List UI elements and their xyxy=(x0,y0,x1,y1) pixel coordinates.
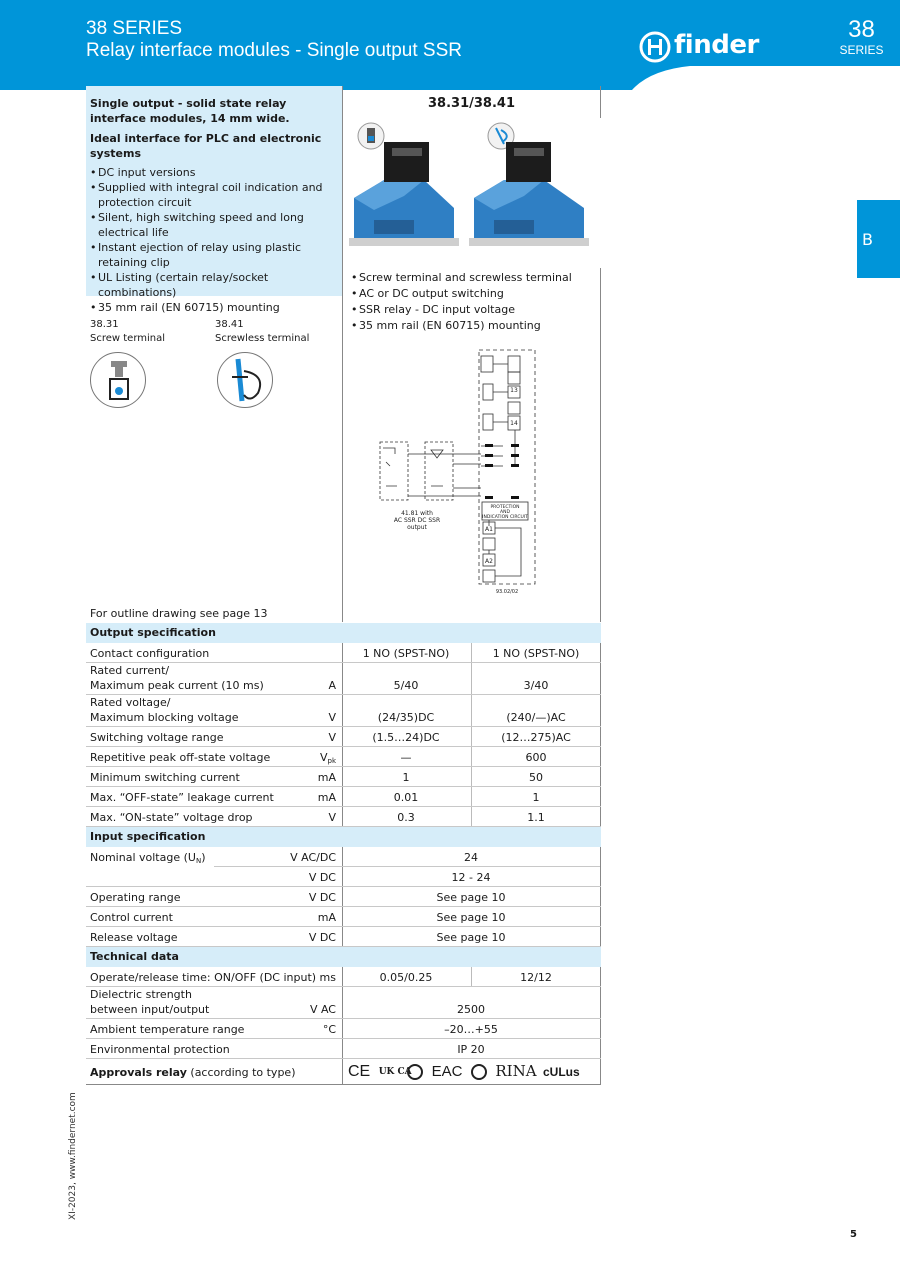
row-unit: V DC xyxy=(308,931,336,944)
row-label: Approvals relay (according to type) xyxy=(90,1066,296,1079)
ce-mark-icon: CE xyxy=(348,1063,371,1080)
row-label: Rated current/ xyxy=(90,664,170,677)
screwless-terminal-icon xyxy=(217,352,273,408)
row-unit: mA xyxy=(317,771,336,784)
screw-terminal-icon xyxy=(90,352,146,408)
cell-value: (12…275)AC xyxy=(501,731,571,744)
cell-value: 1 xyxy=(402,771,410,784)
diagram-ref: 93.02/02 xyxy=(495,589,519,595)
terminal-a2-label: A2 xyxy=(485,558,493,565)
section-tab-b xyxy=(857,200,900,278)
culus-mark-icon: cULus xyxy=(542,1065,580,1079)
cell-value: (240/—)AC xyxy=(506,711,566,724)
intro-box xyxy=(86,86,342,314)
row-unit: ms xyxy=(319,971,336,984)
row-unit: mA xyxy=(317,911,336,924)
table-row xyxy=(86,643,601,663)
cell-value: 3/40 xyxy=(523,679,549,692)
row-label: Operating range xyxy=(90,891,181,904)
tab-number: 38 xyxy=(848,16,875,43)
cell-value: — xyxy=(400,751,412,764)
table-row xyxy=(86,947,601,967)
logo-text: finder xyxy=(674,30,759,60)
row-label: Operate/release time: ON/OFF (DC input) xyxy=(90,971,317,984)
diagram-caption-3: output xyxy=(407,524,427,531)
intro-bullets xyxy=(90,165,338,315)
row-label: Maximum blocking voltage xyxy=(90,711,239,724)
table-row xyxy=(86,887,601,907)
protection-label-2: AND xyxy=(500,510,510,515)
product-column xyxy=(342,86,601,336)
row-label: Repetitive peak off-state voltage xyxy=(90,751,271,764)
product-photo xyxy=(344,118,601,268)
table-row xyxy=(86,767,601,787)
list-item: • Silent, high switching speed and long electrical life xyxy=(90,210,338,240)
table-row xyxy=(86,747,601,767)
list-item: • Supplied with integral coil indication and protection circuit xyxy=(90,180,338,210)
cell-value: 0.01 xyxy=(393,791,419,804)
cell-value: 0.3 xyxy=(397,811,415,824)
page-number: 5 xyxy=(850,1229,857,1240)
row-unit: V xyxy=(328,711,336,724)
rina-mark-icon: RINA xyxy=(495,1062,537,1080)
row-label: between input/output xyxy=(90,1003,210,1016)
list-item: • 35 mm rail (EN 60715) mounting xyxy=(351,318,572,334)
section-tab-label: B xyxy=(862,230,873,249)
variant-code: 38.31 xyxy=(90,319,119,330)
cell-value: 600 xyxy=(525,751,547,764)
ukca-mark-icon: UK CA xyxy=(378,1066,412,1077)
row-unit: V xyxy=(328,811,336,824)
terminal-14-label: 14 xyxy=(510,420,518,427)
cell-value: See page 10 xyxy=(436,891,506,904)
cell-value: –20…+55 xyxy=(444,1023,498,1036)
row-label: Nominal voltage $(U_N)$ xyxy=(90,851,206,865)
row-label: Dielectric strength xyxy=(90,988,192,1001)
series-tab xyxy=(823,0,900,66)
cell-value: (24/35)DC xyxy=(377,711,435,724)
list-item: • Screw terminal and screwless terminal xyxy=(351,270,572,286)
cell-value: 1 NO (SPST-NO) xyxy=(362,647,450,660)
cell-value: 0.05/0.25 xyxy=(379,971,433,984)
table-row xyxy=(86,987,601,1019)
table-row xyxy=(86,1039,601,1059)
variant-screwless xyxy=(215,318,309,346)
section-title: Input specification xyxy=(90,830,206,843)
cell-value: 1 NO (SPST-NO) xyxy=(492,647,580,660)
table-row xyxy=(86,623,601,643)
cell-value: IP 20 xyxy=(457,1043,485,1056)
table-row xyxy=(86,727,601,747)
eac-mark-icon: EAC xyxy=(431,1063,463,1080)
terminal-a1-label: A1 xyxy=(485,526,493,533)
row-unit: V AC xyxy=(309,1003,336,1016)
row-label: Rated voltage/ xyxy=(90,696,171,709)
wiring-diagram xyxy=(342,336,601,622)
row-label: Minimum switching current xyxy=(90,771,240,784)
outline-note: For outline drawing see page 13 xyxy=(90,607,268,620)
list-item: • UL Listing (certain relay/socket combinations) xyxy=(90,270,338,300)
finder-logo xyxy=(638,30,773,66)
cell-value: (1.5…24)DC xyxy=(372,731,440,744)
list-item: • Instant ejection of relay using plastic retaining clip xyxy=(90,240,338,270)
row-unit: °C xyxy=(322,1023,336,1036)
row-label: Max. “OFF-state” leakage current xyxy=(90,791,274,804)
variant-label: Screwless terminal xyxy=(215,333,310,344)
table-row xyxy=(86,1059,601,1085)
table-row xyxy=(86,1019,601,1039)
row-unit: V DC xyxy=(308,891,336,904)
diagram-caption-2: AC SSR DC SSR xyxy=(393,517,441,524)
csa-mark-icon xyxy=(407,1064,423,1080)
row-label: Maximum peak current (10 ms) xyxy=(90,679,264,692)
row-unit: V DC xyxy=(308,871,336,884)
wiring-diagram-drawing xyxy=(343,336,600,622)
row-label: Switching voltage range xyxy=(90,731,224,744)
list-item: • AC or DC output switching xyxy=(351,286,572,302)
table-row xyxy=(86,807,601,827)
table-row xyxy=(86,827,601,847)
footer-side-text: XI-2023, www.findernet.com xyxy=(68,1092,78,1220)
cell-value: 12/12 xyxy=(520,971,552,984)
cell-value: 12 - 24 xyxy=(451,871,491,884)
row-unit: mA xyxy=(317,791,336,804)
tab-label: SERIES xyxy=(839,43,884,57)
page-header xyxy=(0,0,900,90)
protection-label-3: INDICATION CIRCUIT xyxy=(482,515,528,520)
list-item: • DC input versions xyxy=(90,165,338,180)
cell-value: 5/40 xyxy=(393,679,419,692)
row-label: Control current xyxy=(90,911,173,924)
row-unit: A xyxy=(328,679,336,692)
row-label: Release voltage xyxy=(90,931,178,944)
section-title: Output specification xyxy=(90,626,216,639)
series-label: 38 SERIES xyxy=(86,18,183,39)
section-title: Technical data xyxy=(90,950,179,963)
variant-code: 38.41 xyxy=(215,319,244,330)
cell-value: 2500 xyxy=(457,1003,485,1016)
approval-marks xyxy=(348,1062,598,1082)
diagram-caption-1: 41.81 with xyxy=(401,510,433,517)
intro-subheading: Ideal interface for PLC and electronic systems xyxy=(90,132,322,160)
model-title: 38.31/38.41 xyxy=(428,96,515,111)
intro-heading: Single output - solid state relay interface modules, 14 mm wide. xyxy=(90,97,290,125)
table-row xyxy=(86,907,601,927)
cell-value: 50 xyxy=(529,771,543,784)
table-row xyxy=(86,695,601,727)
cell-value: 24 xyxy=(464,851,478,864)
table-row xyxy=(86,787,601,807)
row-unit: V AC/DC xyxy=(290,851,336,864)
row-label: Ambient temperature range xyxy=(90,1023,245,1036)
row-label: Environmental protection xyxy=(90,1043,230,1056)
list-item: • 35 mm rail (EN 60715) mounting xyxy=(90,300,338,315)
rina-emblem-icon xyxy=(471,1064,487,1080)
row-unit: V xyxy=(328,731,336,744)
cell-value: 1.1 xyxy=(527,811,545,824)
cell-value: 1 xyxy=(532,791,540,804)
finder-logo-icon xyxy=(638,30,672,64)
row-label: Contact configuration xyxy=(90,647,210,660)
variant-screw xyxy=(90,318,165,346)
row-label: Max. “ON-state” voltage drop xyxy=(90,811,253,824)
page-title: Relay interface modules - Single output SSR xyxy=(86,40,462,61)
feature-list xyxy=(351,270,572,334)
protection-label-1: PROTECTION xyxy=(490,505,520,510)
cell-value: See page 10 xyxy=(436,911,506,924)
table-row xyxy=(86,967,601,987)
spec-table xyxy=(86,623,601,1085)
terminal-13-label: 13 xyxy=(510,387,518,394)
row-unit: $V_{pk}$ xyxy=(319,751,336,765)
cell-value: See page 10 xyxy=(436,931,506,944)
list-item: • SSR relay - DC input voltage xyxy=(351,302,572,318)
table-row xyxy=(86,847,601,887)
table-row xyxy=(86,927,601,947)
variant-label: Screw terminal xyxy=(90,333,166,344)
table-row xyxy=(86,663,601,695)
